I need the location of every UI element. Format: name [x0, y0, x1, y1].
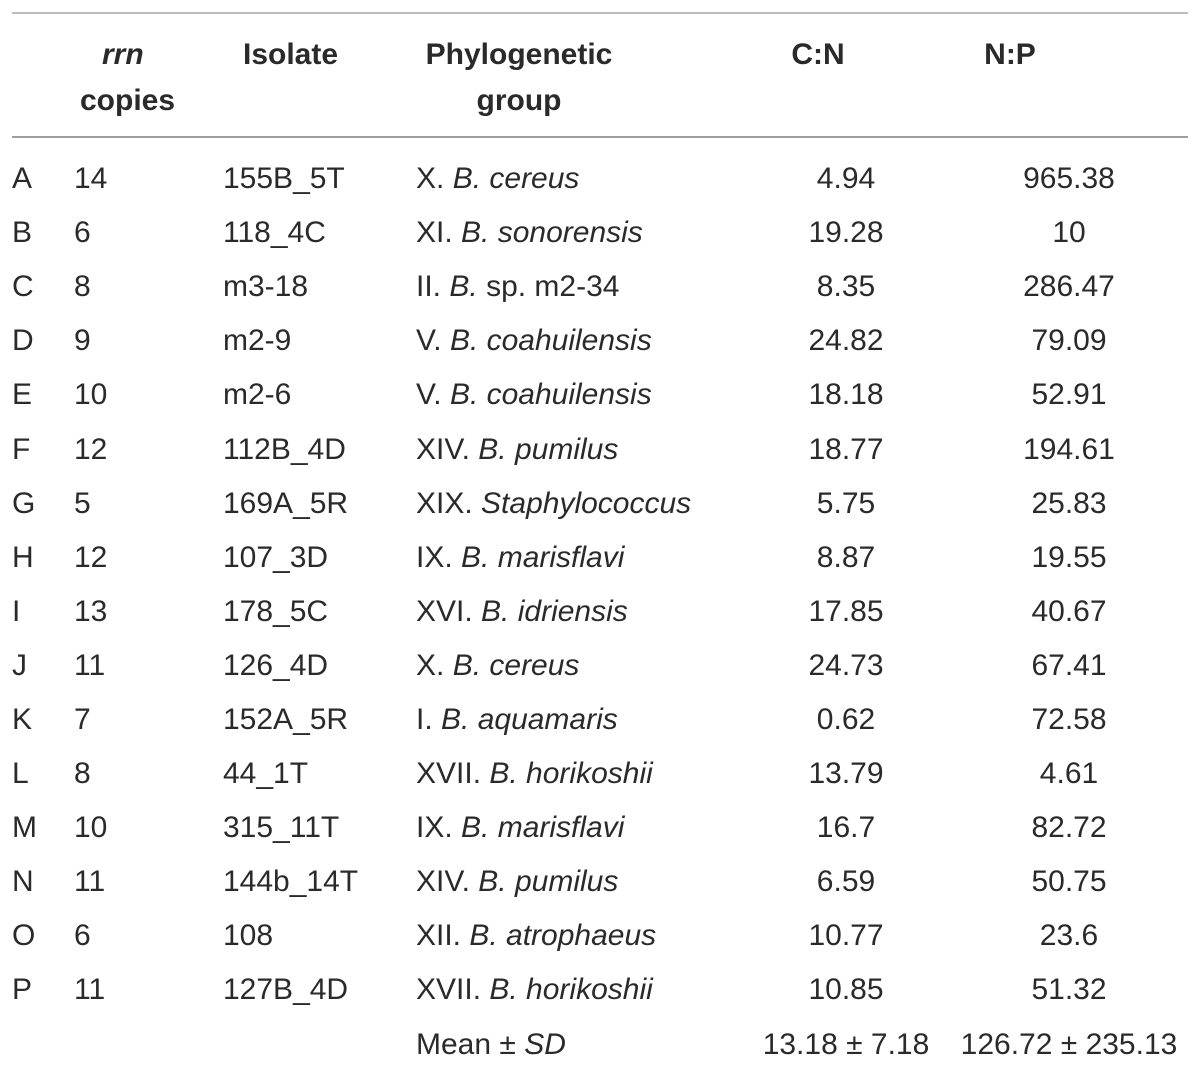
np-cell: 4.61 — [1039, 757, 1099, 791]
phylogenetic-group-cell — [405, 477, 746, 531]
group-prefix: XVII. — [416, 973, 482, 1007]
summary-row — [0, 1018, 1192, 1072]
cn-cell: 6.59 — [816, 865, 876, 899]
group-name: Staphylococcus — [481, 486, 692, 520]
header-np: N:P — [984, 38, 1036, 71]
group-prefix: XVI. — [416, 594, 473, 628]
cn-cell: 8.87 — [816, 540, 876, 574]
isolate-cell: 126_4D — [223, 648, 329, 682]
summary-label-sd: SD — [524, 1027, 566, 1061]
np-cell: 25.83 — [1031, 486, 1107, 520]
isolate-cell: m3-18 — [223, 270, 309, 304]
row-label: C — [12, 270, 34, 304]
table-row — [0, 747, 1192, 801]
phylogenetic-group-cell — [405, 531, 746, 585]
group-name: B. marisflavi — [461, 540, 625, 574]
np-cell: 965.38 — [1023, 162, 1115, 196]
group-prefix: XII. — [416, 919, 462, 953]
group-name: B. coahuilensis — [449, 324, 652, 358]
np-cell: 286.47 — [1023, 270, 1115, 304]
header-cn: C:N — [791, 38, 845, 71]
phylogenetic-group-cell — [405, 693, 746, 747]
group-name: B. cereus — [452, 162, 580, 196]
group-name: B. pumilus — [478, 432, 619, 466]
table-row — [0, 531, 1192, 585]
cn-cell: 24.73 — [808, 648, 884, 682]
rrn-copies-cell: 8 — [74, 270, 91, 304]
group-name: B. pumilus — [478, 865, 619, 899]
group-name: B. marisflavi — [461, 811, 625, 845]
phylogenetic-group-cell — [405, 747, 746, 801]
np-cell: 67.41 — [1031, 648, 1107, 682]
table-row — [0, 206, 1192, 260]
isolate-cell: m2-9 — [223, 324, 292, 358]
table-row — [0, 909, 1192, 963]
group-prefix: V. — [416, 378, 442, 412]
header-isolate: Isolate — [243, 38, 339, 71]
table-row — [0, 585, 1192, 639]
cn-cell: 24.82 — [808, 324, 884, 358]
np-cell: 23.6 — [1039, 919, 1099, 953]
group-name: B. sonorensis — [461, 216, 643, 250]
rrn-copies-cell: 11 — [74, 865, 106, 899]
phylogenetic-group-cell — [405, 206, 746, 260]
row-label: M — [12, 811, 37, 845]
summary-label-prefix: Mean ± — [416, 1027, 516, 1061]
rrn-copies-cell: 9 — [74, 324, 91, 358]
cn-cell: 0.62 — [816, 702, 876, 736]
group-prefix: XI. — [416, 216, 453, 250]
summary-label — [405, 1018, 746, 1072]
row-label: E — [12, 378, 33, 412]
row-label: P — [12, 973, 33, 1007]
top-rule — [12, 12, 1188, 14]
np-cell: 19.55 — [1031, 540, 1107, 574]
phylogenetic-group-cell — [405, 963, 746, 1017]
group-name: B. idriensis — [481, 594, 628, 628]
rrn-copies-cell: 10 — [74, 811, 108, 845]
group-prefix: X. — [416, 162, 445, 196]
rrn-copies-cell: 11 — [74, 648, 106, 682]
group-prefix: IX. — [416, 540, 453, 574]
rrn-copies-cell: 14 — [74, 162, 108, 196]
cn-cell: 4.94 — [816, 162, 876, 196]
np-cell: 82.72 — [1031, 811, 1107, 845]
group-name: B. horikoshii — [489, 757, 653, 791]
row-label: A — [12, 162, 33, 196]
header-phylogenetic-group: Phylogenetic group — [425, 38, 613, 117]
row-label: D — [12, 324, 34, 358]
phylogenetic-group-cell — [405, 801, 746, 855]
np-cell: 52.91 — [1031, 378, 1107, 412]
summary-blank — [223, 1018, 405, 1072]
data-table — [0, 152, 1192, 1072]
np-cell: 72.58 — [1031, 702, 1107, 736]
group-prefix: II. — [416, 270, 442, 304]
rrn-copies-cell: 6 — [74, 216, 91, 250]
table-row — [0, 639, 1192, 693]
rrn-copies-cell: 8 — [74, 757, 91, 791]
phylogenetic-group-cell — [405, 152, 746, 206]
isolate-cell: 169A_5R — [223, 486, 349, 520]
np-cell: 79.09 — [1031, 324, 1107, 358]
summary-cn: 13.18 ± 7.18 — [762, 1027, 930, 1061]
cn-cell: 17.85 — [808, 594, 884, 628]
phylogenetic-group-cell — [405, 855, 746, 909]
isolate-cell: 107_3D — [223, 540, 329, 574]
group-prefix: IX. — [416, 811, 453, 845]
isolate-cell: 178_5C — [223, 594, 329, 628]
rrn-copies-cell: 10 — [74, 378, 108, 412]
row-label: F — [12, 432, 31, 466]
header-rule — [12, 136, 1188, 138]
cn-cell: 10.85 — [808, 973, 884, 1007]
table-row — [0, 855, 1192, 909]
cn-cell: 18.18 — [808, 378, 884, 412]
group-prefix: X. — [416, 648, 445, 682]
header-rrn-copies: rrn copies — [80, 38, 176, 117]
isolate-cell: 144b_14T — [223, 865, 359, 899]
cn-cell: 18.77 — [808, 432, 884, 466]
phylogenetic-group-cell — [405, 909, 746, 963]
group-prefix: XIV. — [416, 865, 470, 899]
np-cell: 10 — [1052, 216, 1086, 250]
phylogenetic-group-cell — [405, 422, 746, 476]
cn-cell: 8.35 — [816, 270, 876, 304]
np-cell: 194.61 — [1023, 432, 1115, 466]
isolate-cell: 44_1T — [223, 757, 309, 791]
row-label: N — [12, 865, 34, 899]
table-row — [0, 963, 1192, 1017]
row-label: J — [12, 648, 27, 682]
group-prefix: XVII. — [416, 757, 482, 791]
group-name: B. atrophaeus — [469, 919, 657, 953]
cn-cell: 5.75 — [816, 486, 876, 520]
isolate-cell: 155B_5T — [223, 162, 345, 196]
table-row — [0, 314, 1192, 368]
isolate-cell: 152A_5R — [223, 702, 349, 736]
group-name: B. horikoshii — [489, 973, 653, 1007]
isolate-cell: 315_11T — [223, 811, 340, 845]
isolate-cell: 112B_4D — [223, 432, 346, 466]
isolate-cell: 108 — [223, 919, 274, 953]
cn-cell: 13.79 — [808, 757, 884, 791]
rrn-copies-cell: 11 — [74, 973, 106, 1007]
isolate-cell: 127B_4D — [223, 973, 349, 1007]
phylogenetic-group-cell — [405, 368, 746, 422]
rrn-copies-cell: 12 — [74, 540, 108, 574]
isolate-cell: m2-6 — [223, 378, 292, 412]
rrn-copies-cell: 13 — [74, 594, 108, 628]
phylogenetic-group-cell — [405, 260, 746, 314]
cn-cell: 19.28 — [808, 216, 884, 250]
row-label: K — [12, 702, 33, 736]
group-name: B. — [449, 270, 478, 304]
phylogenetic-group-cell — [405, 314, 746, 368]
rrn-copies-cell: 12 — [74, 432, 108, 466]
group-prefix: XIX. — [416, 486, 473, 520]
row-label: I — [12, 594, 21, 628]
table-row — [0, 368, 1192, 422]
np-cell: 40.67 — [1031, 594, 1107, 628]
table-row — [0, 422, 1192, 476]
table-row — [0, 152, 1192, 206]
summary-np: 126.72 ± 235.13 — [960, 1027, 1178, 1061]
group-name: B. aquamaris — [441, 702, 618, 736]
cn-cell: 10.77 — [808, 919, 884, 953]
table-row — [0, 477, 1192, 531]
rrn-copies-cell: 7 — [74, 702, 91, 736]
cn-cell: 16.7 — [816, 811, 876, 845]
row-label: H — [12, 540, 34, 574]
phylogenetic-group-cell — [405, 585, 746, 639]
isolate-cell: 118_4C — [223, 216, 326, 250]
np-cell: 51.32 — [1031, 973, 1107, 1007]
phylogenetic-group-cell — [405, 639, 746, 693]
row-label: O — [12, 919, 36, 953]
rrn-copies-cell: 6 — [74, 919, 91, 953]
summary-blank — [74, 1018, 223, 1072]
group-prefix: V. — [416, 324, 442, 358]
table-row — [0, 260, 1192, 314]
group-prefix: I. — [416, 702, 433, 736]
group-name: B. cereus — [452, 648, 580, 682]
summary-blank — [0, 1018, 74, 1072]
row-label: G — [12, 486, 36, 520]
group-name: B. coahuilensis — [449, 378, 652, 412]
np-cell: 50.75 — [1031, 865, 1107, 899]
table-row — [0, 693, 1192, 747]
row-label: L — [12, 757, 29, 791]
group-prefix: XIV. — [416, 432, 470, 466]
group-suffix: sp. m2-34 — [486, 270, 620, 304]
row-label: B — [12, 216, 33, 250]
table-row — [0, 801, 1192, 855]
rrn-copies-cell: 5 — [74, 486, 91, 520]
